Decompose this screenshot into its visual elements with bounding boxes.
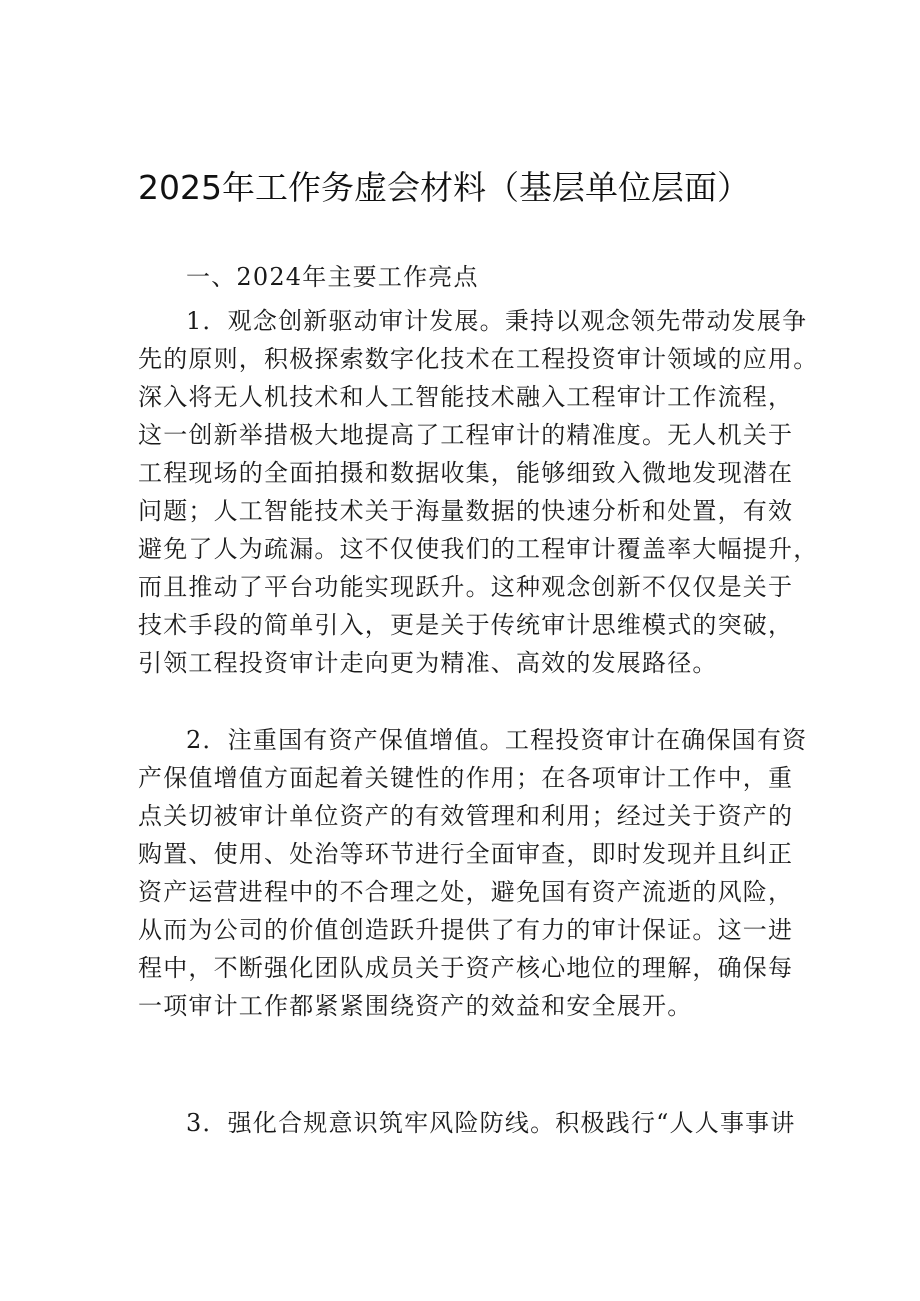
paragraph-line: 3．强化合规意识筑牢风险防线。积极践行“人人事事讲 [186, 1109, 796, 1137]
paragraph-line: 从而为公司的价值创造跃升提供了有力的审计保证。这一进 [138, 916, 794, 944]
paragraph-line: 技术手段的简单引入，更是关于传统审计思维模式的突破， [138, 611, 794, 639]
paragraph-line: 工程现场的全面拍摄和数据收集，能够细致入微地发现潜在 [138, 459, 794, 487]
section-heading [138, 258, 788, 296]
paragraph-1 [138, 302, 819, 682]
paragraph-line: 资产运营进程中的不合理之处，避免国有资产流逝的风险， [138, 878, 794, 906]
paragraph-line: 先的原则，积极探索数字化技术在工程投资审计领域的应用。 [138, 345, 819, 373]
paragraph-3 [138, 1104, 796, 1142]
paragraph-line: 点关切被审计单位资产的有效管理和利用；经过关于资产的 [138, 802, 794, 830]
paragraph-line: 2．注重国有资产保值增值。工程投资审计在确保国有资 [186, 726, 808, 754]
paragraph-line: 引领工程投资审计走向更为精准、高效的发展路径。 [138, 649, 718, 677]
paragraph-line: 问题；人工智能技术关于海量数据的快速分析和处置，有效 [138, 497, 794, 525]
paragraph-line: 而且推动了平台功能实现跃升。这种观念创新不仅仅是关于 [138, 573, 794, 601]
document-title: 2025年工作务虚会材料（基层单位层面） [138, 168, 750, 207]
paragraph-line: 产保值增值方面起着关键性的作用；在各项审计工作中，重 [138, 764, 794, 792]
paragraph-line: 一项审计工作都紧紧围绕资产的效益和安全展开。 [138, 992, 693, 1020]
paragraph-line: 避免了人为疏漏。这不仅使我们的工程审计覆盖率大幅提升， [138, 535, 819, 563]
paragraph-line: 这一创新举措极大地提高了工程审计的精准度。无人机关于 [138, 421, 794, 449]
paragraph-line: 购置、使用、处治等环节进行全面审查，即时发现并且纠正 [138, 840, 794, 868]
paragraph-line: 程中，不断强化团队成员关于资产核心地位的理解，确保每 [138, 954, 794, 982]
paragraph-line: 深入将无人机技术和人工智能技术融入工程审计工作流程， [138, 383, 794, 411]
section-heading-text: 一、2024年主要工作亮点 [186, 263, 479, 291]
paragraph-line: 1．观念创新驱动审计发展。秉持以观念领先带动发展争 [186, 307, 808, 335]
paragraph-2 [138, 721, 808, 1025]
